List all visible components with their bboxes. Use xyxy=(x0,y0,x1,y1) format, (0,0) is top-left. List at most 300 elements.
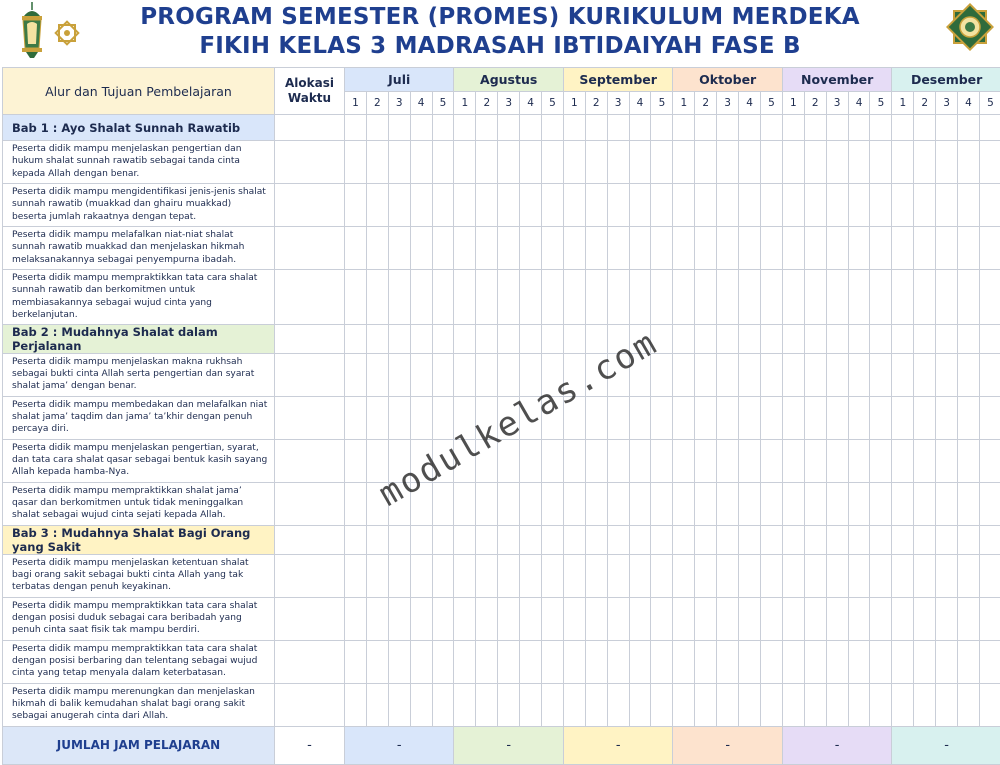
objective-alokasi-cell[interactable] xyxy=(275,482,345,525)
objective-week-cell[interactable] xyxy=(782,597,804,640)
chapter-week-cell[interactable] xyxy=(739,324,761,353)
chapter-week-cell[interactable] xyxy=(345,324,367,353)
objective-week-cell[interactable] xyxy=(804,683,826,726)
objective-week-cell[interactable] xyxy=(454,141,476,184)
objective-week-cell[interactable] xyxy=(520,227,542,270)
objective-week-cell[interactable] xyxy=(979,141,1000,184)
chapter-week-cell[interactable] xyxy=(848,525,870,554)
objective-week-cell[interactable] xyxy=(366,270,388,325)
objective-week-cell[interactable] xyxy=(520,184,542,227)
objective-week-cell[interactable] xyxy=(914,353,936,396)
objective-week-cell[interactable] xyxy=(782,353,804,396)
chapter-week-cell[interactable] xyxy=(673,115,695,141)
objective-week-cell[interactable] xyxy=(476,270,498,325)
objective-week-cell[interactable] xyxy=(804,597,826,640)
objective-week-cell[interactable] xyxy=(673,141,695,184)
chapter-week-cell[interactable] xyxy=(476,525,498,554)
objective-week-cell[interactable] xyxy=(739,554,761,597)
objective-week-cell[interactable] xyxy=(366,141,388,184)
objective-week-cell[interactable] xyxy=(870,141,892,184)
chapter-week-cell[interactable] xyxy=(958,324,980,353)
objective-week-cell[interactable] xyxy=(695,597,717,640)
chapter-week-cell[interactable] xyxy=(848,324,870,353)
objective-week-cell[interactable] xyxy=(432,396,454,439)
chapter-week-cell[interactable] xyxy=(958,115,980,141)
objective-week-cell[interactable] xyxy=(563,597,585,640)
objective-week-cell[interactable] xyxy=(520,270,542,325)
objective-week-cell[interactable] xyxy=(717,353,739,396)
objective-week-cell[interactable] xyxy=(498,554,520,597)
objective-week-cell[interactable] xyxy=(366,227,388,270)
objective-week-cell[interactable] xyxy=(498,141,520,184)
objective-week-cell[interactable] xyxy=(914,270,936,325)
chapter-week-cell[interactable] xyxy=(607,525,629,554)
objective-week-cell[interactable] xyxy=(629,554,651,597)
objective-week-cell[interactable] xyxy=(673,640,695,683)
objective-week-cell[interactable] xyxy=(651,396,673,439)
objective-week-cell[interactable] xyxy=(366,396,388,439)
objective-week-cell[interactable] xyxy=(673,353,695,396)
chapter-week-cell[interactable] xyxy=(782,115,804,141)
chapter-week-cell[interactable] xyxy=(673,525,695,554)
objective-week-cell[interactable] xyxy=(345,482,367,525)
objective-week-cell[interactable] xyxy=(914,141,936,184)
chapter-week-cell[interactable] xyxy=(629,525,651,554)
objective-week-cell[interactable] xyxy=(366,683,388,726)
objective-week-cell[interactable] xyxy=(979,482,1000,525)
chapter-week-cell[interactable] xyxy=(345,525,367,554)
objective-week-cell[interactable] xyxy=(542,439,564,482)
objective-week-cell[interactable] xyxy=(563,439,585,482)
objective-week-cell[interactable] xyxy=(607,439,629,482)
objective-week-cell[interactable] xyxy=(936,184,958,227)
objective-week-cell[interactable] xyxy=(607,270,629,325)
objective-week-cell[interactable] xyxy=(717,482,739,525)
objective-week-cell[interactable] xyxy=(432,683,454,726)
objective-week-cell[interactable] xyxy=(520,640,542,683)
objective-week-cell[interactable] xyxy=(804,554,826,597)
objective-week-cell[interactable] xyxy=(673,554,695,597)
objective-week-cell[interactable] xyxy=(410,396,432,439)
objective-week-cell[interactable] xyxy=(673,270,695,325)
chapter-week-cell[interactable] xyxy=(958,525,980,554)
objective-week-cell[interactable] xyxy=(454,640,476,683)
chapter-week-cell[interactable] xyxy=(563,525,585,554)
chapter-week-cell[interactable] xyxy=(826,115,848,141)
objective-week-cell[interactable] xyxy=(958,482,980,525)
objective-week-cell[interactable] xyxy=(695,482,717,525)
objective-week-cell[interactable] xyxy=(739,227,761,270)
objective-week-cell[interactable] xyxy=(804,439,826,482)
chapter-week-cell[interactable] xyxy=(520,115,542,141)
objective-alokasi-cell[interactable] xyxy=(275,597,345,640)
objective-week-cell[interactable] xyxy=(563,554,585,597)
chapter-week-cell[interactable] xyxy=(432,115,454,141)
objective-week-cell[interactable] xyxy=(717,439,739,482)
chapter-week-cell[interactable] xyxy=(498,115,520,141)
objective-week-cell[interactable] xyxy=(848,396,870,439)
chapter-week-cell[interactable] xyxy=(651,115,673,141)
chapter-week-cell[interactable] xyxy=(782,525,804,554)
objective-week-cell[interactable] xyxy=(454,270,476,325)
objective-week-cell[interactable] xyxy=(542,597,564,640)
objective-week-cell[interactable] xyxy=(958,683,980,726)
objective-week-cell[interactable] xyxy=(979,597,1000,640)
objective-week-cell[interactable] xyxy=(542,270,564,325)
chapter-week-cell[interactable] xyxy=(476,324,498,353)
objective-week-cell[interactable] xyxy=(629,597,651,640)
objective-week-cell[interactable] xyxy=(936,227,958,270)
objective-week-cell[interactable] xyxy=(607,640,629,683)
objective-week-cell[interactable] xyxy=(563,270,585,325)
objective-week-cell[interactable] xyxy=(695,439,717,482)
chapter-week-cell[interactable] xyxy=(717,115,739,141)
objective-week-cell[interactable] xyxy=(673,184,695,227)
chapter-week-cell[interactable] xyxy=(826,324,848,353)
chapter-week-cell[interactable] xyxy=(892,525,914,554)
objective-week-cell[interactable] xyxy=(563,227,585,270)
objective-week-cell[interactable] xyxy=(585,597,607,640)
chapter-week-cell[interactable] xyxy=(739,525,761,554)
chapter-week-cell[interactable] xyxy=(454,115,476,141)
objective-week-cell[interactable] xyxy=(410,554,432,597)
objective-week-cell[interactable] xyxy=(870,597,892,640)
objective-week-cell[interactable] xyxy=(979,353,1000,396)
objective-week-cell[interactable] xyxy=(870,683,892,726)
objective-week-cell[interactable] xyxy=(804,184,826,227)
chapter-week-cell[interactable] xyxy=(629,115,651,141)
objective-week-cell[interactable] xyxy=(739,141,761,184)
objective-week-cell[interactable] xyxy=(410,640,432,683)
objective-week-cell[interactable] xyxy=(914,597,936,640)
objective-week-cell[interactable] xyxy=(410,227,432,270)
objective-week-cell[interactable] xyxy=(826,554,848,597)
objective-week-cell[interactable] xyxy=(760,439,782,482)
objective-week-cell[interactable] xyxy=(936,396,958,439)
chapter-week-cell[interactable] xyxy=(804,525,826,554)
chapter-week-cell[interactable] xyxy=(585,525,607,554)
objective-week-cell[interactable] xyxy=(432,227,454,270)
objective-week-cell[interactable] xyxy=(739,184,761,227)
chapter-week-cell[interactable] xyxy=(454,525,476,554)
objective-week-cell[interactable] xyxy=(848,141,870,184)
objective-week-cell[interactable] xyxy=(958,554,980,597)
objective-week-cell[interactable] xyxy=(432,141,454,184)
chapter-alokasi-cell[interactable] xyxy=(275,115,345,141)
objective-week-cell[interactable] xyxy=(760,353,782,396)
objective-week-cell[interactable] xyxy=(739,396,761,439)
chapter-week-cell[interactable] xyxy=(366,115,388,141)
objective-week-cell[interactable] xyxy=(979,270,1000,325)
objective-week-cell[interactable] xyxy=(366,597,388,640)
objective-week-cell[interactable] xyxy=(454,554,476,597)
chapter-week-cell[interactable] xyxy=(936,324,958,353)
objective-alokasi-cell[interactable] xyxy=(275,640,345,683)
objective-week-cell[interactable] xyxy=(454,184,476,227)
objective-week-cell[interactable] xyxy=(498,353,520,396)
objective-week-cell[interactable] xyxy=(958,141,980,184)
objective-week-cell[interactable] xyxy=(585,227,607,270)
objective-week-cell[interactable] xyxy=(476,227,498,270)
objective-week-cell[interactable] xyxy=(651,683,673,726)
chapter-week-cell[interactable] xyxy=(914,324,936,353)
objective-week-cell[interactable] xyxy=(892,396,914,439)
objective-week-cell[interactable] xyxy=(848,439,870,482)
objective-week-cell[interactable] xyxy=(366,184,388,227)
objective-week-cell[interactable] xyxy=(804,270,826,325)
objective-week-cell[interactable] xyxy=(870,554,892,597)
objective-week-cell[interactable] xyxy=(585,482,607,525)
objective-week-cell[interactable] xyxy=(498,270,520,325)
objective-week-cell[interactable] xyxy=(673,396,695,439)
objective-week-cell[interactable] xyxy=(870,184,892,227)
objective-alokasi-cell[interactable] xyxy=(275,396,345,439)
objective-week-cell[interactable] xyxy=(936,141,958,184)
objective-week-cell[interactable] xyxy=(585,683,607,726)
objective-week-cell[interactable] xyxy=(345,184,367,227)
objective-week-cell[interactable] xyxy=(388,597,410,640)
objective-week-cell[interactable] xyxy=(717,683,739,726)
objective-week-cell[interactable] xyxy=(979,554,1000,597)
objective-week-cell[interactable] xyxy=(454,597,476,640)
chapter-week-cell[interactable] xyxy=(760,525,782,554)
objective-week-cell[interactable] xyxy=(782,396,804,439)
objective-week-cell[interactable] xyxy=(782,554,804,597)
chapter-week-cell[interactable] xyxy=(410,115,432,141)
objective-week-cell[interactable] xyxy=(432,554,454,597)
objective-week-cell[interactable] xyxy=(498,184,520,227)
objective-week-cell[interactable] xyxy=(782,683,804,726)
objective-week-cell[interactable] xyxy=(695,683,717,726)
objective-week-cell[interactable] xyxy=(760,640,782,683)
objective-week-cell[interactable] xyxy=(760,396,782,439)
objective-week-cell[interactable] xyxy=(432,270,454,325)
objective-alokasi-cell[interactable] xyxy=(275,141,345,184)
objective-week-cell[interactable] xyxy=(542,141,564,184)
objective-week-cell[interactable] xyxy=(542,640,564,683)
objective-week-cell[interactable] xyxy=(673,597,695,640)
chapter-week-cell[interactable] xyxy=(563,115,585,141)
objective-week-cell[interactable] xyxy=(454,482,476,525)
objective-week-cell[interactable] xyxy=(454,353,476,396)
objective-week-cell[interactable] xyxy=(607,227,629,270)
objective-week-cell[interactable] xyxy=(520,141,542,184)
objective-week-cell[interactable] xyxy=(388,270,410,325)
objective-week-cell[interactable] xyxy=(826,270,848,325)
objective-week-cell[interactable] xyxy=(870,640,892,683)
objective-week-cell[interactable] xyxy=(498,640,520,683)
objective-week-cell[interactable] xyxy=(607,184,629,227)
objective-week-cell[interactable] xyxy=(476,640,498,683)
objective-week-cell[interactable] xyxy=(410,184,432,227)
objective-week-cell[interactable] xyxy=(936,270,958,325)
objective-week-cell[interactable] xyxy=(695,270,717,325)
objective-week-cell[interactable] xyxy=(739,353,761,396)
objective-week-cell[interactable] xyxy=(563,141,585,184)
chapter-week-cell[interactable] xyxy=(520,525,542,554)
objective-week-cell[interactable] xyxy=(826,640,848,683)
objective-week-cell[interactable] xyxy=(388,554,410,597)
objective-week-cell[interactable] xyxy=(585,270,607,325)
objective-week-cell[interactable] xyxy=(476,683,498,726)
objective-alokasi-cell[interactable] xyxy=(275,184,345,227)
objective-week-cell[interactable] xyxy=(979,396,1000,439)
chapter-week-cell[interactable] xyxy=(870,525,892,554)
objective-week-cell[interactable] xyxy=(717,597,739,640)
objective-week-cell[interactable] xyxy=(782,439,804,482)
chapter-week-cell[interactable] xyxy=(892,115,914,141)
objective-week-cell[interactable] xyxy=(760,184,782,227)
objective-week-cell[interactable] xyxy=(958,270,980,325)
objective-week-cell[interactable] xyxy=(388,184,410,227)
objective-alokasi-cell[interactable] xyxy=(275,439,345,482)
objective-week-cell[interactable] xyxy=(760,683,782,726)
objective-week-cell[interactable] xyxy=(870,270,892,325)
objective-week-cell[interactable] xyxy=(585,439,607,482)
objective-week-cell[interactable] xyxy=(585,640,607,683)
objective-week-cell[interactable] xyxy=(454,683,476,726)
objective-week-cell[interactable] xyxy=(892,554,914,597)
objective-week-cell[interactable] xyxy=(739,597,761,640)
objective-week-cell[interactable] xyxy=(651,141,673,184)
objective-week-cell[interactable] xyxy=(366,353,388,396)
objective-week-cell[interactable] xyxy=(366,554,388,597)
chapter-week-cell[interactable] xyxy=(563,324,585,353)
objective-week-cell[interactable] xyxy=(607,482,629,525)
objective-week-cell[interactable] xyxy=(826,683,848,726)
objective-week-cell[interactable] xyxy=(848,353,870,396)
objective-week-cell[interactable] xyxy=(607,396,629,439)
chapter-week-cell[interactable] xyxy=(848,115,870,141)
chapter-week-cell[interactable] xyxy=(760,324,782,353)
objective-week-cell[interactable] xyxy=(826,184,848,227)
chapter-alokasi-cell[interactable] xyxy=(275,525,345,554)
objective-week-cell[interactable] xyxy=(804,353,826,396)
chapter-week-cell[interactable] xyxy=(476,115,498,141)
objective-week-cell[interactable] xyxy=(695,396,717,439)
chapter-week-cell[interactable] xyxy=(914,525,936,554)
objective-week-cell[interactable] xyxy=(563,184,585,227)
objective-week-cell[interactable] xyxy=(848,597,870,640)
objective-week-cell[interactable] xyxy=(914,184,936,227)
objective-week-cell[interactable] xyxy=(432,640,454,683)
objective-week-cell[interactable] xyxy=(760,227,782,270)
objective-week-cell[interactable] xyxy=(542,227,564,270)
objective-week-cell[interactable] xyxy=(607,141,629,184)
chapter-week-cell[interactable] xyxy=(717,525,739,554)
objective-week-cell[interactable] xyxy=(432,184,454,227)
objective-week-cell[interactable] xyxy=(651,270,673,325)
chapter-week-cell[interactable] xyxy=(914,115,936,141)
objective-week-cell[interactable] xyxy=(848,227,870,270)
objective-week-cell[interactable] xyxy=(476,597,498,640)
objective-week-cell[interactable] xyxy=(804,482,826,525)
chapter-week-cell[interactable] xyxy=(695,525,717,554)
objective-week-cell[interactable] xyxy=(782,227,804,270)
objective-week-cell[interactable] xyxy=(673,683,695,726)
objective-week-cell[interactable] xyxy=(585,141,607,184)
objective-week-cell[interactable] xyxy=(936,683,958,726)
objective-week-cell[interactable] xyxy=(936,353,958,396)
objective-week-cell[interactable] xyxy=(739,270,761,325)
objective-week-cell[interactable] xyxy=(848,640,870,683)
objective-week-cell[interactable] xyxy=(542,482,564,525)
chapter-week-cell[interactable] xyxy=(695,115,717,141)
objective-week-cell[interactable] xyxy=(782,184,804,227)
objective-week-cell[interactable] xyxy=(979,184,1000,227)
objective-week-cell[interactable] xyxy=(432,353,454,396)
chapter-week-cell[interactable] xyxy=(739,115,761,141)
chapter-week-cell[interactable] xyxy=(498,324,520,353)
objective-alokasi-cell[interactable] xyxy=(275,227,345,270)
objective-week-cell[interactable] xyxy=(607,597,629,640)
objective-week-cell[interactable] xyxy=(717,396,739,439)
objective-week-cell[interactable] xyxy=(870,396,892,439)
objective-week-cell[interactable] xyxy=(892,439,914,482)
objective-week-cell[interactable] xyxy=(629,683,651,726)
objective-week-cell[interactable] xyxy=(826,482,848,525)
objective-week-cell[interactable] xyxy=(936,482,958,525)
chapter-week-cell[interactable] xyxy=(498,525,520,554)
objective-week-cell[interactable] xyxy=(454,227,476,270)
objective-week-cell[interactable] xyxy=(520,439,542,482)
chapter-week-cell[interactable] xyxy=(870,324,892,353)
objective-week-cell[interactable] xyxy=(979,439,1000,482)
objective-week-cell[interactable] xyxy=(498,597,520,640)
objective-week-cell[interactable] xyxy=(410,683,432,726)
objective-week-cell[interactable] xyxy=(936,439,958,482)
objective-week-cell[interactable] xyxy=(739,640,761,683)
objective-week-cell[interactable] xyxy=(476,141,498,184)
chapter-week-cell[interactable] xyxy=(585,115,607,141)
objective-week-cell[interactable] xyxy=(870,353,892,396)
objective-week-cell[interactable] xyxy=(760,554,782,597)
objective-week-cell[interactable] xyxy=(498,227,520,270)
chapter-week-cell[interactable] xyxy=(979,525,1000,554)
objective-week-cell[interactable] xyxy=(651,640,673,683)
objective-week-cell[interactable] xyxy=(739,439,761,482)
chapter-week-cell[interactable] xyxy=(804,115,826,141)
objective-week-cell[interactable] xyxy=(695,184,717,227)
objective-week-cell[interactable] xyxy=(870,439,892,482)
objective-week-cell[interactable] xyxy=(345,396,367,439)
objective-week-cell[interactable] xyxy=(629,640,651,683)
objective-week-cell[interactable] xyxy=(695,353,717,396)
objective-week-cell[interactable] xyxy=(388,683,410,726)
objective-week-cell[interactable] xyxy=(607,554,629,597)
objective-week-cell[interactable] xyxy=(388,353,410,396)
objective-week-cell[interactable] xyxy=(892,184,914,227)
chapter-week-cell[interactable] xyxy=(979,115,1000,141)
objective-week-cell[interactable] xyxy=(498,683,520,726)
objective-week-cell[interactable] xyxy=(410,353,432,396)
chapter-week-cell[interactable] xyxy=(542,115,564,141)
objective-week-cell[interactable] xyxy=(958,227,980,270)
objective-week-cell[interactable] xyxy=(826,353,848,396)
objective-week-cell[interactable] xyxy=(914,640,936,683)
objective-week-cell[interactable] xyxy=(651,597,673,640)
objective-week-cell[interactable] xyxy=(958,640,980,683)
objective-week-cell[interactable] xyxy=(782,270,804,325)
objective-week-cell[interactable] xyxy=(498,482,520,525)
objective-week-cell[interactable] xyxy=(366,640,388,683)
objective-week-cell[interactable] xyxy=(520,597,542,640)
objective-week-cell[interactable] xyxy=(760,270,782,325)
objective-week-cell[interactable] xyxy=(651,554,673,597)
chapter-week-cell[interactable] xyxy=(804,324,826,353)
objective-week-cell[interactable] xyxy=(826,597,848,640)
chapter-week-cell[interactable] xyxy=(345,115,367,141)
